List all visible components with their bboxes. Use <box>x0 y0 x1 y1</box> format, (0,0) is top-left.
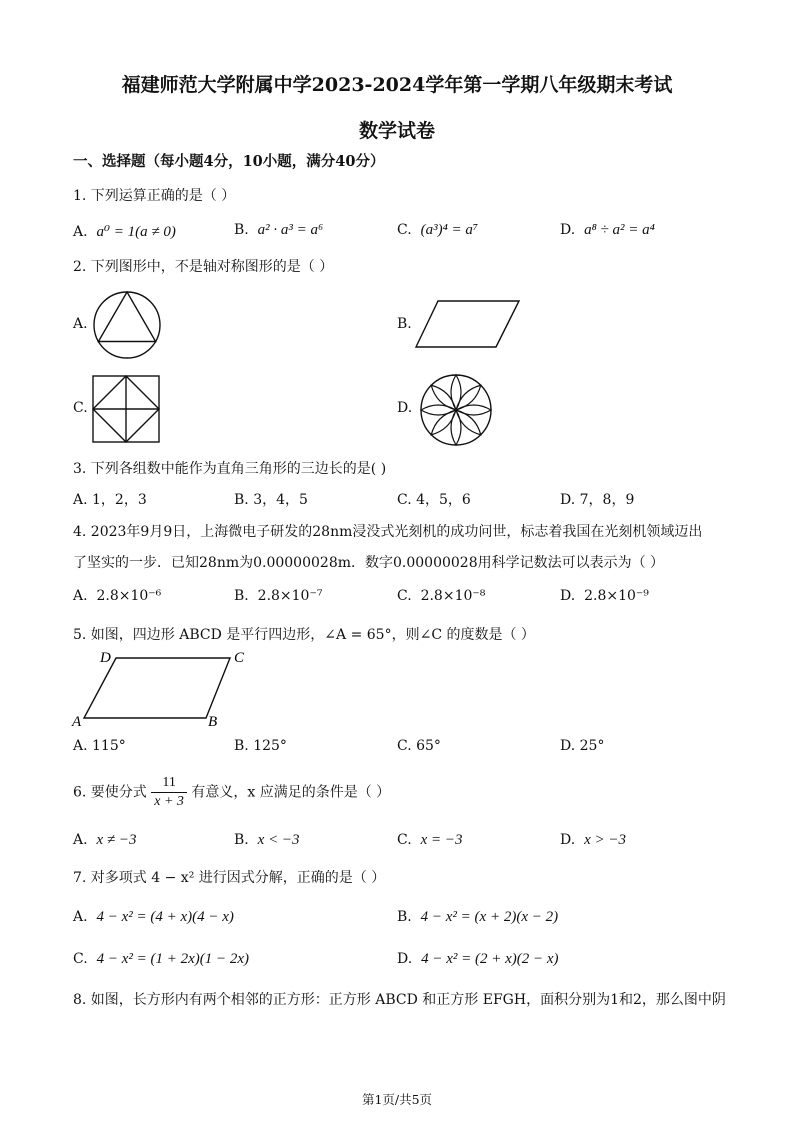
q7-option-c: C. 4 − x² = (1 + 2x)(1 − 2x) <box>73 951 250 967</box>
vertex-b-label: B <box>208 714 218 730</box>
q4-option-a: A. 2.8×10⁻⁶ <box>73 588 162 604</box>
q2-stem: 2. 下列图形中，不是轴对称图形的是（ ） <box>73 259 334 275</box>
q4-expr-d: 2.8×10⁻⁹ <box>584 588 649 604</box>
q1-option-a: A. a⁰ = 1(a ≠ 0) <box>73 224 176 240</box>
q6-option-b: B. x < −3 <box>234 832 300 848</box>
q4-expr-a: 2.8×10⁻⁶ <box>96 588 162 604</box>
q1-option-d: D. a⁸ ÷ a² = a⁴ <box>560 222 655 238</box>
q1-expr-d: a⁸ ÷ a² = a⁴ <box>584 222 655 238</box>
q5-stem: 5. 如图，四边形 ABCD 是平行四边形，∠A = 65°，则∠C 的度数是（ ） <box>73 627 535 643</box>
q1-expr-b: a² · a³ = a⁶ <box>257 222 324 238</box>
q5-option-a: A. 115° <box>73 738 126 754</box>
q4-stem-line2: 了坚实的一步．已知28nm为0.00000028m．数字0.00000028用科学记数法可以表示为（ ） <box>73 555 665 571</box>
vertex-d-label: D <box>100 650 111 666</box>
q6-expr-a: x ≠ −3 <box>96 832 137 848</box>
q7-option-d: D. 4 − x² = (2 + x)(2 − x) <box>397 951 559 967</box>
q2-option-b-label: B. <box>397 316 412 332</box>
q7-expr-d: 4 − x² = (2 + x)(2 − x) <box>421 951 559 967</box>
q3-option-d: D. 7，8，9 <box>560 492 635 508</box>
q7-expr-c: 4 − x² = (1 + 2x)(1 − 2x) <box>96 951 250 967</box>
q3-option-c: C. 4，5，6 <box>397 492 471 508</box>
q6-stem: 6. 要使分式 $\frac{11}{x + 3}$ 有意义，x 应满足的条件是（ ） <box>73 775 391 809</box>
q6-fraction-denominator: x + 3 <box>154 794 184 809</box>
vertex-a-label: A <box>72 714 82 730</box>
q6-option-c: C. x = −3 <box>397 832 463 848</box>
q4-stem-line1: 4. 2023年9月9日，上海微电子研发的28nm浸没式光刻机的成功问世，标志着我国在光刻机领域迈出 <box>73 524 703 540</box>
vertex-c-label: C <box>234 650 245 666</box>
q7-option-b: B. 4 − x² = (x + 2)(x − 2) <box>397 909 559 925</box>
q1-stem: 1. 下列运算正确的是（ ） <box>73 188 236 204</box>
q4-option-c: C. 2.8×10⁻⁸ <box>397 588 486 604</box>
q7-expr-b: 4 − x² = (x + 2)(x − 2) <box>420 909 559 925</box>
q5-option-c: C. 65° <box>397 738 441 754</box>
q6-expr-b: x < −3 <box>257 832 300 848</box>
q8-stem: 8. 如图，长方形内有两个相邻的正方形：正方形 ABCD 和正方形 EFGH，面积分别为1和2，那么图中阴 <box>73 992 726 1008</box>
q2-option-d-label: D. <box>397 400 413 416</box>
circle-flower-figure <box>418 372 494 448</box>
q7-stem: 7. 对多项式 4 − x² 进行因式分解，正确的是（ ） <box>73 870 386 886</box>
q4-option-b: B. 2.8×10⁻⁷ <box>234 588 323 604</box>
q2-option-a-label: A. <box>73 316 88 332</box>
q6-option-a: A. x ≠ −3 <box>73 832 137 848</box>
q3-option-b: B. 3，4，5 <box>234 492 308 508</box>
q4-expr-c: 2.8×10⁻⁸ <box>420 588 486 604</box>
parallelogram-abcd-figure <box>70 648 250 730</box>
circle-with-triangle-figure <box>91 289 163 361</box>
q5-option-d: D. 25° <box>560 738 605 754</box>
q4-option-d: D. 2.8×10⁻⁹ <box>560 588 649 604</box>
q3-stem: 3. 下列各组数中能作为直角三角形的三边长的是( ) <box>73 461 387 477</box>
q3-option-a: A. 1，2，3 <box>73 492 147 508</box>
section-heading: 一、选择题（每小题4分，10小题，满分40分） <box>73 153 385 170</box>
q6-expr-c: x = −3 <box>420 832 463 848</box>
exam-title: 福建师范大学附属中学2023-2024学年第一学期八年级期末考试 <box>121 74 673 96</box>
q6-fraction <box>151 774 187 811</box>
q1-expr-c: (a³)⁴ = a⁷ <box>420 222 479 238</box>
q1-option-b: B. a² · a³ = a⁶ <box>234 222 324 238</box>
q6-expr-d: x > −3 <box>584 832 626 848</box>
exam-subtitle: 数学试卷 <box>358 120 435 142</box>
q4-expr-b: 2.8×10⁻⁷ <box>257 588 323 604</box>
q6-fraction-numerator: 11 <box>151 774 187 793</box>
parallelogram-figure <box>414 298 522 350</box>
page-number: 第1页/共5页 <box>361 1092 433 1107</box>
q6-option-d: D. x > −3 <box>560 832 626 848</box>
q7-option-a: A. 4 − x² = (4 + x)(4 − x) <box>73 909 234 925</box>
q1-expr-a: a⁰ = 1(a ≠ 0) <box>96 224 176 240</box>
q2-emphasis: 不是 <box>174 259 203 275</box>
q5-option-b: B. 125° <box>234 738 287 754</box>
square-with-diamond-figure <box>91 374 161 444</box>
q7-expr-a: 4 − x² = (4 + x)(4 − x) <box>96 909 234 925</box>
q1-option-c: C. (a³)⁴ = a⁷ <box>397 222 479 238</box>
q2-option-c-label: C. <box>73 400 88 416</box>
